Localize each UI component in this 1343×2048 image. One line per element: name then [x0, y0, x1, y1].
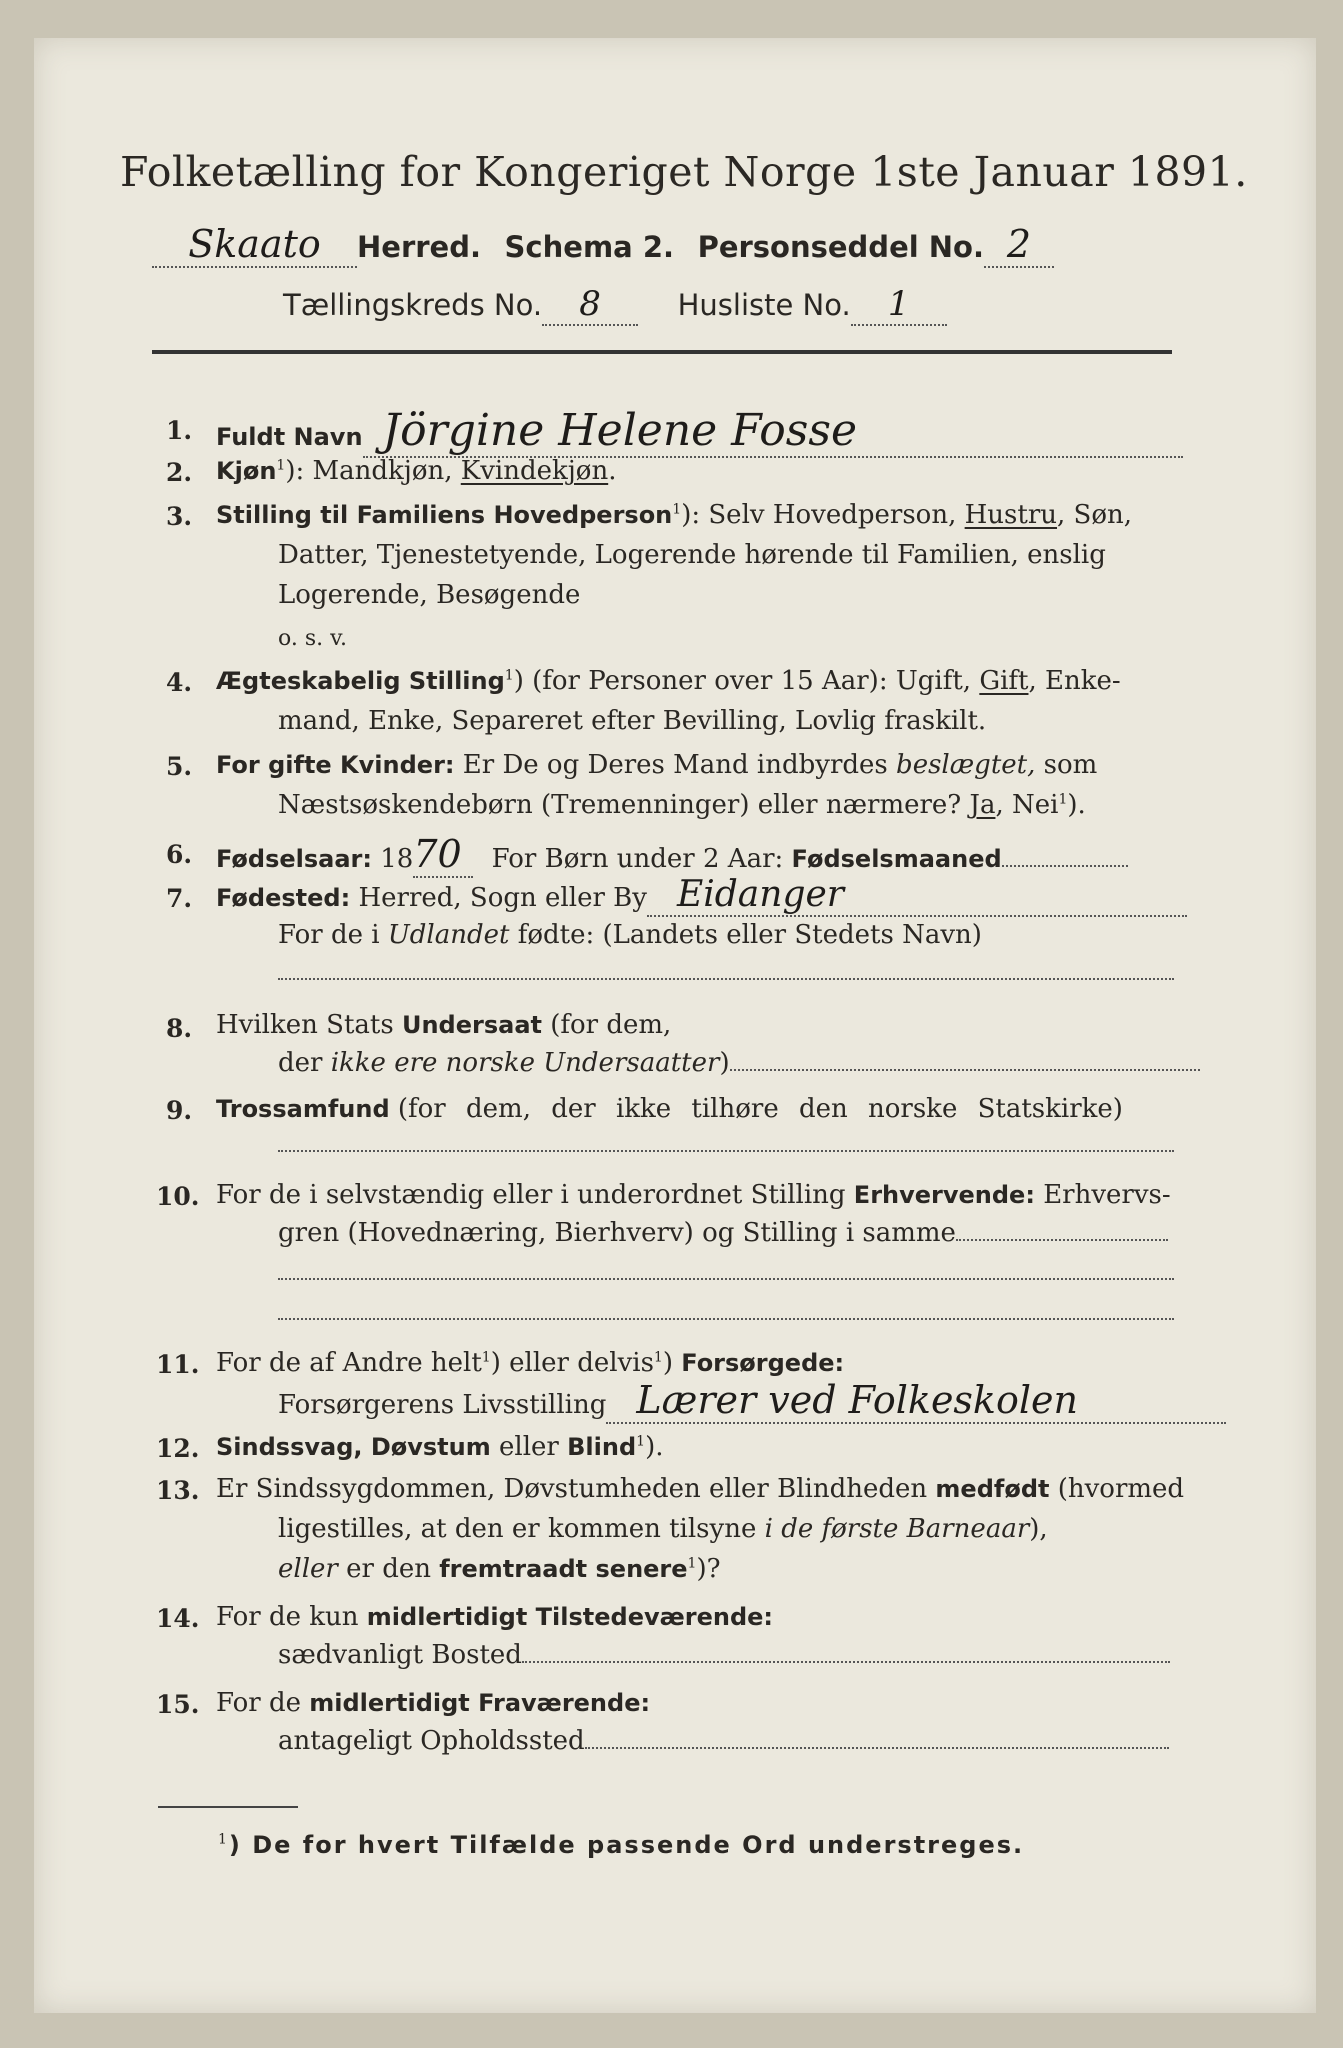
form-title: Folketælling for Kongeriget Norge 1ste Januar 1891. [120, 148, 1248, 196]
q7-answer: Eidanger [676, 874, 844, 915]
q3-line-3: Logerende, Besøgende [278, 580, 581, 610]
herred-value: Skaato [188, 222, 321, 266]
schema-label: Schema 2. [504, 230, 675, 264]
q11-line-2: Forsørgerens Livsstilling Lærer ved Folkeskolen [278, 1378, 1226, 1424]
q14-line-1: For de kun midlertidigt Tilstedeværende: [216, 1602, 774, 1632]
husliste-label: Husliste No. [677, 288, 851, 322]
q2-selected: Kvindekjøn [460, 456, 609, 486]
q3-line-2: Datter, Tjenestetyende, Logerende hørende til Familien, enslig [278, 540, 1106, 570]
q13-number: 13. [156, 1476, 200, 1505]
q5-selected: Ja [969, 790, 996, 820]
kreds-label: Tællingskreds No. [283, 288, 543, 322]
q14-line-2: sædvanligt Bosted [278, 1640, 1170, 1670]
q14-number: 14. [156, 1604, 200, 1633]
q12-line: Sindssvag, Døvstum eller Blind$^1$). [216, 1432, 664, 1462]
q10-blank-line-2 [278, 1318, 1174, 1320]
footnote: $^1$) De for hvert Tilfælde passende Ord understreges. [218, 1831, 1025, 1859]
q1-answer: Jörgine Helene Fosse [382, 405, 857, 456]
q2-number: 2. [166, 458, 193, 487]
personseddel-value: 2 [1006, 222, 1032, 266]
q4-line-2: mand, Enke, Separeret efter Bevilling, Lovlig fraskilt. [278, 706, 987, 736]
q13-line-2: ligestilles, at den er kommen tilsyne i de første Barneaar), [278, 1514, 1048, 1544]
q8-line-2: der ikke ere norske Undersaatter) [278, 1048, 1200, 1078]
q7-line-2: For de i Udlandet fødte: (Landets eller Stedets Navn) [278, 920, 982, 950]
q6-number: 6. [166, 840, 193, 869]
q3-selected: Hustru [964, 500, 1058, 530]
header-rule [152, 350, 1172, 354]
q12-number: 12. [156, 1434, 200, 1463]
q1-number: 1. [166, 416, 193, 445]
q6-line: Fødselsaar: 1870 For Børn under 2 Aar: Fødselsmaaned [216, 832, 1128, 878]
q15-line-1: For de midlertidigt Fraværende: [216, 1688, 651, 1718]
q2-line: Kjøn$^1$): Mandkjøn, Kvindekjøn. [216, 456, 617, 486]
q3-line-1: Stilling til Familiens Hovedperson$^1$): Selv Hovedperson, Hustru, Søn, [216, 500, 1133, 530]
q9-line: Trossamfund (for dem, der ikke tilhøre den norske Statskirke) [216, 1094, 1123, 1124]
q5-line-1: For gifte Kvinder: Er De og Deres Mand indbyrdes beslægtet, som [216, 750, 1098, 780]
personseddel-label: Personseddel No. [697, 230, 984, 264]
q9-number: 9. [166, 1096, 193, 1125]
q1-label: Fuldt Navn [216, 423, 363, 451]
q5-line-2: Næstsøskendebørn (Tremenninger) eller nærmere? Ja, Nei$^1$). [278, 790, 1086, 820]
header-line-2 [283, 284, 947, 326]
q4-selected: Gift [979, 666, 1029, 696]
q10-blank-line-1 [278, 1278, 1174, 1280]
q3-number: 3. [166, 502, 193, 531]
q11-line-1: For de af Andre helt$^1$) eller delvis$^1$) Forsørgede: [216, 1348, 845, 1378]
q7-number: 7. [166, 884, 193, 913]
q13-line-3: eller er den fremtraadt senere$^1$)? [278, 1554, 721, 1584]
q8-line-1: Hvilken Stats Undersaat (for dem, [216, 1010, 672, 1040]
q10-number: 10. [156, 1182, 200, 1211]
q10-line-1: For de i selvstændig eller i underordnet Stilling Erhvervende: Erhvervs- [216, 1180, 1171, 1210]
husliste-value: 1 [887, 284, 910, 324]
footnote-rule [158, 1806, 298, 1808]
q4-line-1: Ægteskabelig Stilling$^1$) (for Personer over 15 Aar): Ugift, Gift, Enke- [216, 666, 1121, 696]
q13-line-1: Er Sindssygdommen, Døvstumheden eller Blindheden medfødt (hvormed [216, 1474, 1185, 1504]
q3-line-4: o. s. v. [278, 626, 347, 651]
q15-line-2: antageligt Opholdssted [278, 1726, 1169, 1756]
q6-year-value: 70 [413, 832, 462, 876]
q10-line-2: gren (Hovednæring, Bierhverv) og Stilling i samme [278, 1218, 1168, 1248]
q7-line-1: Fødested: Herred, Sogn eller By Eidanger [216, 874, 1187, 917]
q4-number: 4. [166, 668, 193, 697]
q15-number: 15. [156, 1690, 200, 1719]
herred-label: Herred. [357, 230, 481, 264]
kreds-value: 8 [579, 284, 601, 324]
q11-answer: Lærer ved Folkeskolen [636, 1378, 1078, 1422]
q11-number: 11. [156, 1350, 200, 1379]
q5-number: 5. [166, 752, 193, 781]
q7-blank-line [278, 978, 1174, 980]
header-line-1 [152, 222, 1054, 268]
q1-line [216, 405, 1183, 458]
q8-number: 8. [166, 1014, 193, 1043]
q9-blank-line [278, 1150, 1174, 1152]
